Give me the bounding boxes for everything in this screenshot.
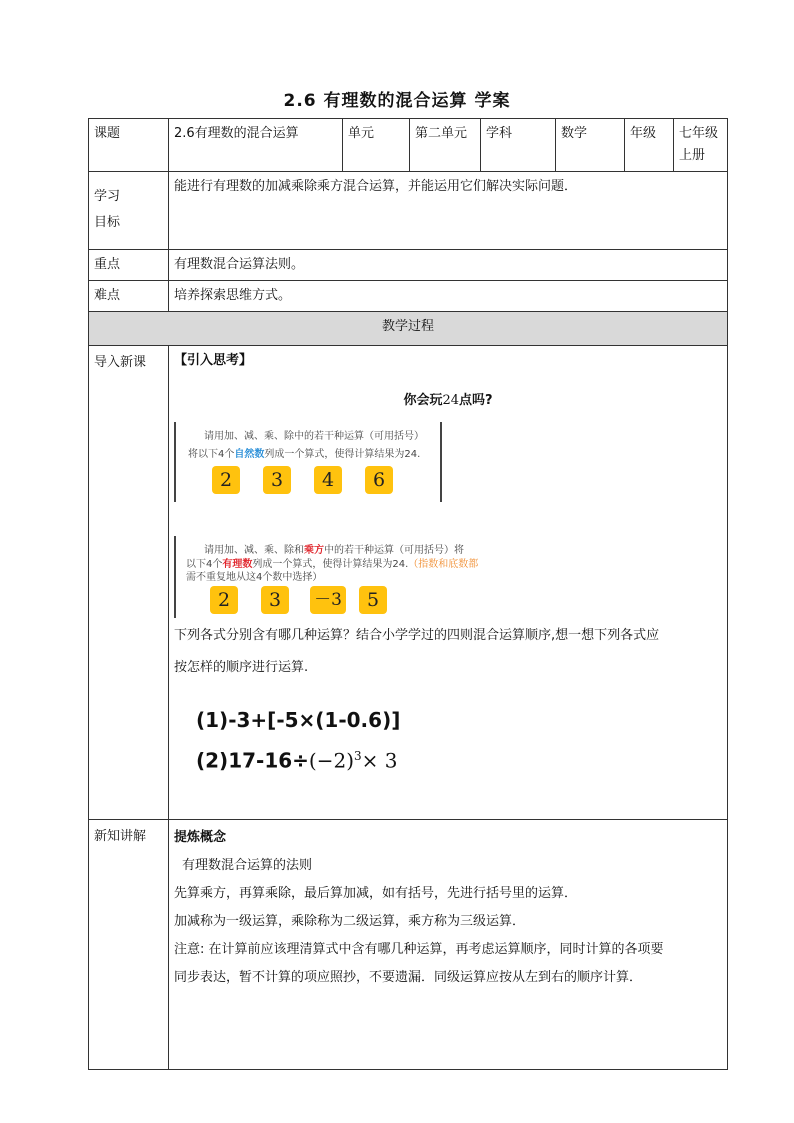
- q24-number: 24: [442, 393, 459, 408]
- topic-value: 2.6有理数的混合运算: [169, 119, 343, 172]
- subject-label: 学科: [481, 119, 556, 172]
- card-left-border: [174, 422, 176, 502]
- subject-value: 数学: [556, 119, 625, 172]
- game2-line1-b: 中的若干种运算（可用括号）将: [324, 545, 464, 556]
- game1-instruction-2: [188, 444, 420, 466]
- game2-note-2: 需不重复地从这4个数中选择）: [186, 572, 323, 583]
- key-text: 有理数混合运算法则。: [169, 250, 728, 281]
- game1-line2-b: 列成一个算式，使得计算结果为24.: [264, 449, 421, 460]
- game2-line1-a: 请用加、减、乘、除和: [204, 545, 304, 556]
- goal-label-line1: 学习: [94, 189, 121, 204]
- q24-text-b: 点吗?: [459, 393, 493, 408]
- game2-highlight-2: 有理数: [222, 559, 253, 570]
- intro-question: [174, 620, 722, 684]
- game1-line2-a: 将以下4个: [188, 449, 235, 460]
- new-label: 新知讲解: [89, 820, 169, 1070]
- new-heading: 提炼概念: [174, 830, 227, 845]
- game1-instruction-1: 请用加、减、乘、除中的若干种运算（可用括号）: [204, 431, 424, 442]
- difficulty-label: 难点: [89, 281, 169, 312]
- grade-value-line1: 七年级: [679, 126, 719, 141]
- new-content: [169, 820, 728, 1070]
- rule-paragraph-2: 加减称为一级运算，乘除称为二级运算，乘方称为三级运算．: [174, 914, 526, 929]
- key-label: 重点: [89, 250, 169, 281]
- expression-1: (1)-3+[-5×(1-0.6)]: [196, 708, 401, 732]
- game2-tile: 5: [359, 586, 387, 614]
- page-title: 2.6 有理数的混合运算 学案: [283, 91, 511, 111]
- expr2-part-c: × 3: [361, 748, 398, 773]
- game2-tile: 3: [261, 586, 289, 614]
- question-line-2: 按怎样的顺序进行运算.: [174, 660, 309, 675]
- grade-value-line2: 上册: [679, 148, 706, 163]
- game2-note-1: （指数和底数都: [408, 559, 479, 570]
- difficulty-text: 培养探索思维方式。: [169, 281, 728, 312]
- intro-label: 导入新课: [89, 346, 169, 820]
- game1-tile: 3: [263, 466, 291, 494]
- expr2-part-a: (2)17-16÷: [196, 748, 309, 773]
- expr2-exponent: 3: [354, 749, 362, 763]
- topic-label: 课题: [89, 119, 169, 172]
- q24-text-a: 你会玩: [403, 393, 443, 408]
- game2-line2-b: 列成一个算式，使得计算结果为24.: [252, 559, 409, 570]
- game1-tile: 6: [365, 466, 393, 494]
- card-left-border: [174, 536, 176, 618]
- question-line-1: 下列各式分别含有哪几种运算？结合小学学过的四则混合运算顺序,想一想下列各式应: [174, 628, 660, 643]
- game2-line2-a: 以下4个: [186, 559, 223, 570]
- goal-text: 能进行有理数的加减乘除乘方混合运算，并能运用它们解决实际问题．: [169, 172, 728, 250]
- unit-label: 单元: [343, 119, 410, 172]
- game1-tile: 2: [212, 466, 240, 494]
- game2-tile: 2: [210, 586, 238, 614]
- goal-label: [89, 172, 169, 250]
- rule-paragraph-1: 先算乘方，再算乘除，最后算加减，如有括号，先进行括号里的运算．: [174, 886, 578, 901]
- unit-value: 第二单元: [410, 119, 481, 172]
- rule-note-2: 同步表达，暂不计算的项应照抄，不要遗漏．同级运算应按从左到右的顺序计算．: [174, 970, 643, 985]
- lesson-table: [88, 118, 728, 1070]
- game1-highlight: 自然数: [234, 449, 265, 460]
- expression-2: [196, 738, 722, 779]
- intro-heading: 【引入思考】: [174, 353, 253, 368]
- expr2-base: (−2): [308, 748, 355, 773]
- game2-highlight-1: 乘方: [304, 545, 324, 556]
- intro-content: [169, 346, 728, 820]
- game1-tile: 4: [314, 466, 342, 494]
- game-card-2: [174, 536, 722, 620]
- goal-label-line2: 目标: [94, 215, 121, 230]
- process-title: 教学过程: [89, 312, 728, 346]
- grade-value: [674, 119, 728, 172]
- rule-title: 有理数混合运算的法则: [182, 858, 313, 873]
- game24-question: [174, 390, 722, 412]
- game2-tile: －3: [310, 586, 346, 614]
- rule-note-1: 注意: 在计算前应该理清算式中含有哪几种运算，再考虑运算顺序，同时计算的各项要: [174, 942, 664, 957]
- grade-label: 年级: [625, 119, 674, 172]
- game-card-1: [174, 422, 722, 506]
- card-right-border: [440, 422, 442, 502]
